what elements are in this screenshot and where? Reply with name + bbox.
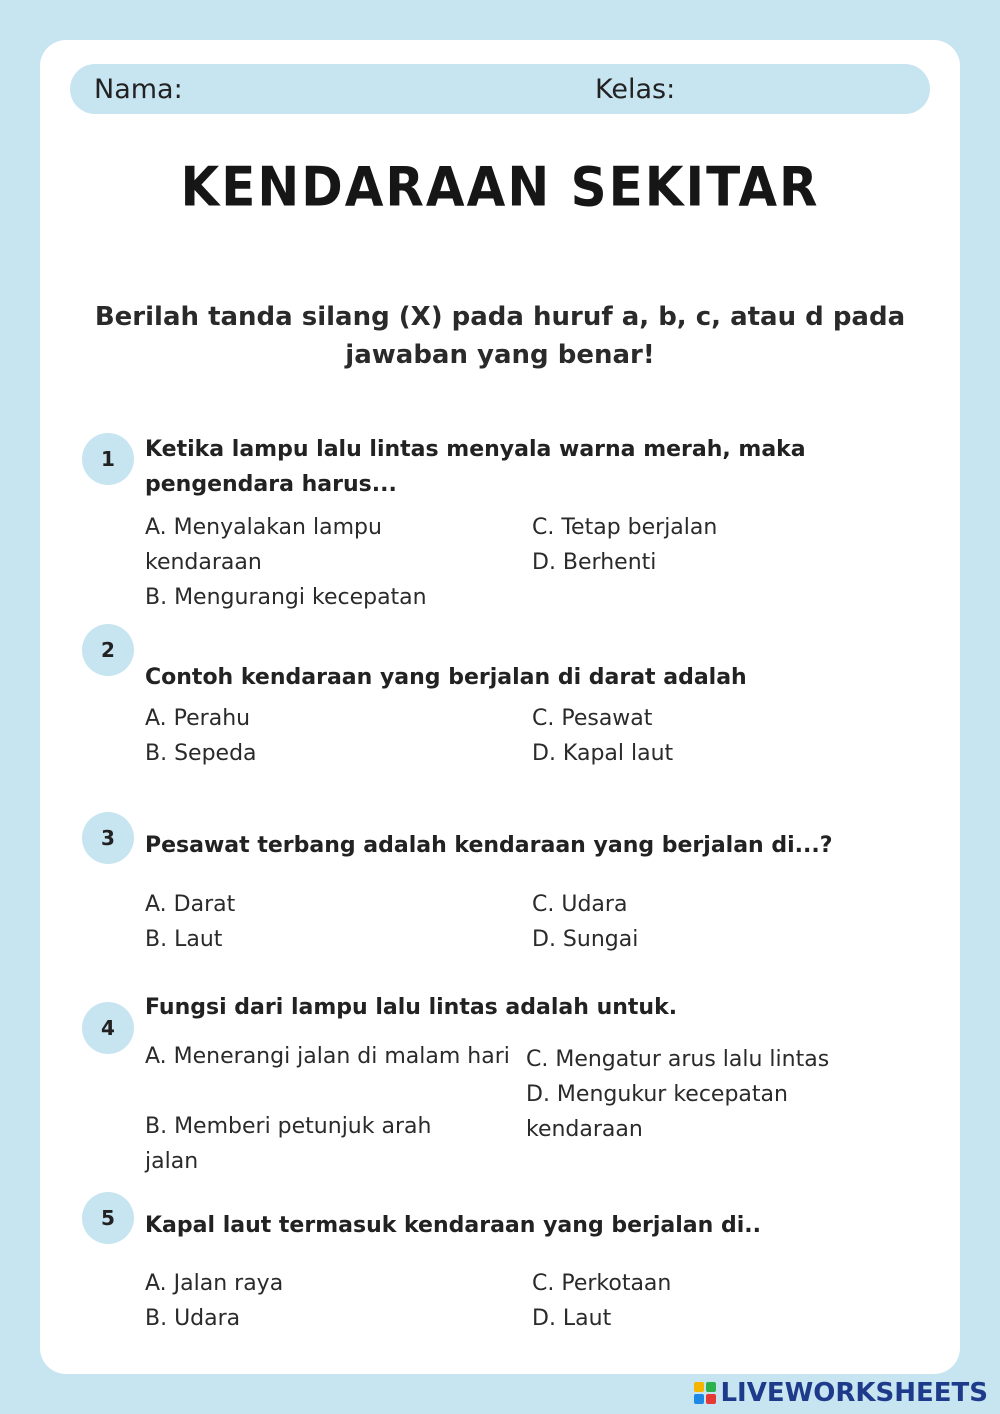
question-text: Pesawat terbang adalah kendaraan yang berjalan di...? — [145, 833, 833, 858]
option-a[interactable]: A. Darat — [145, 892, 236, 917]
worksheet-page — [40, 40, 960, 1374]
instruction-text: Berilah tanda silang (X) pada huruf a, b, c, atau d pada jawaban yang benar! — [94, 302, 906, 370]
question-number-badge: 1 — [82, 433, 134, 485]
option-d[interactable]: D. Berhenti — [532, 550, 657, 575]
question-number-badge: 2 — [82, 624, 134, 676]
question-text: Ketika lampu lalu lintas menyala warna merah, maka pengendara harus... — [145, 437, 806, 497]
worksheet-title: KENDARAAN SEKITAR — [180, 155, 820, 219]
class-label: Kelas: — [595, 74, 676, 105]
option-b[interactable]: B. Sepeda — [145, 741, 257, 766]
option-c[interactable]: C. Pesawat — [532, 706, 653, 731]
option-c[interactable]: C. Perkotaan — [532, 1271, 672, 1296]
question-text: Fungsi dari lampu lalu lintas adalah untuk. — [145, 995, 678, 1020]
option-d[interactable]: D. Mengukur kecepatan kendaraan — [526, 1082, 788, 1142]
option-d[interactable]: D. Kapal laut — [532, 741, 674, 766]
option-d[interactable]: D. Sungai — [532, 927, 639, 952]
option-c[interactable]: C. Udara — [532, 892, 628, 917]
option-b[interactable]: B. Laut — [145, 927, 223, 952]
question-number-badge: 4 — [82, 1002, 134, 1054]
option-a[interactable]: A. Jalan raya — [145, 1271, 284, 1296]
option-c[interactable]: C. Tetap berjalan — [532, 515, 718, 540]
question-text: Contoh kendaraan yang berjalan di darat adalah — [145, 665, 747, 690]
name-label: Nama: — [94, 74, 183, 105]
option-b[interactable]: B. Udara — [145, 1306, 241, 1331]
option-a[interactable]: A. Menyalakan lampu kendaraan — [145, 515, 382, 575]
question-number-badge: 5 — [82, 1192, 134, 1244]
option-a[interactable]: A. Perahu — [145, 706, 251, 731]
option-b[interactable]: B. Mengurangi kecepatan — [145, 585, 427, 610]
option-d[interactable]: D. Laut — [532, 1306, 612, 1331]
question-text: Kapal laut termasuk kendaraan yang berjalan di.. — [145, 1213, 761, 1238]
student-info-bar — [70, 64, 930, 114]
option-b[interactable]: B. Memberi petunjuk arah jalan — [145, 1114, 432, 1174]
liveworksheets-logo-icon — [694, 1382, 716, 1404]
question-number-badge: 3 — [82, 812, 134, 864]
option-c[interactable]: C. Mengatur arus lalu lintas — [526, 1047, 830, 1072]
watermark-text: LIVEWORKSHEETS — [720, 1378, 988, 1408]
option-a[interactable]: A. Menerangi jalan di malam hari — [145, 1044, 510, 1069]
liveworksheets-watermark — [694, 1378, 988, 1408]
